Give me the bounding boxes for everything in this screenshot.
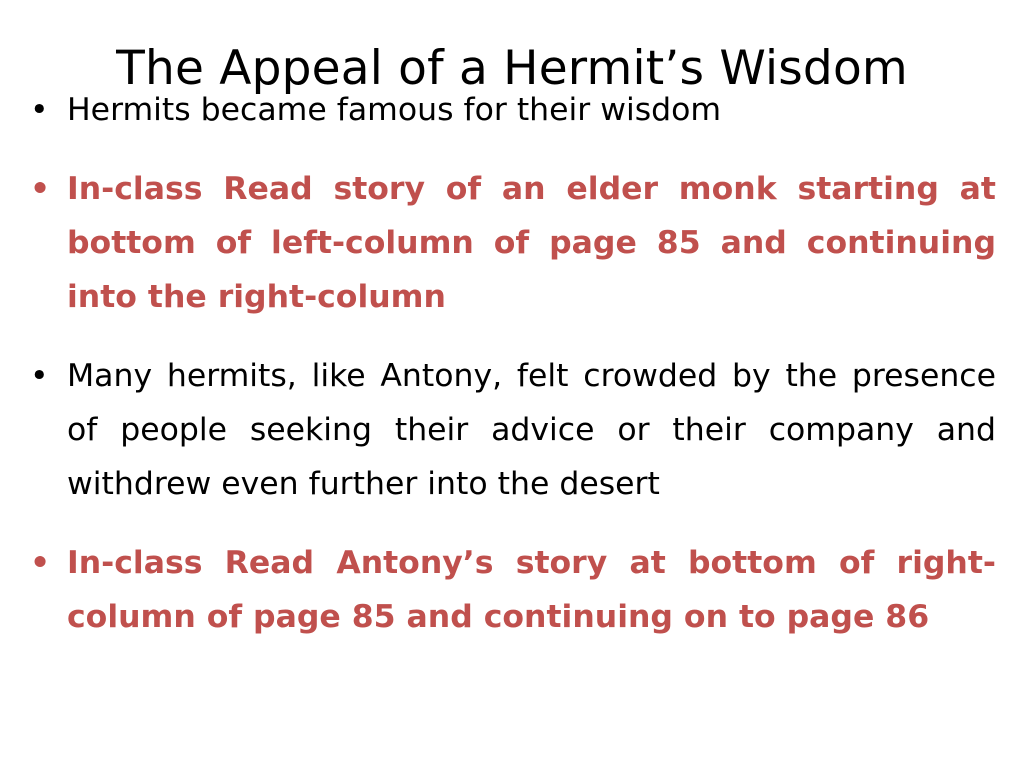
- bullet-list: [30, 83, 996, 669]
- bullet-item-antony-reading: [30, 536, 996, 644]
- bullet-dot-icon: •: [30, 545, 51, 581]
- bullet-dot-icon: •: [30, 358, 49, 394]
- bullet-item-elder-monk-reading: [30, 162, 996, 324]
- bullet-text: Many hermits, like Antony, felt crowded by the presence of people seeking their advice or their company and withdrew even further into the desert: [67, 358, 996, 502]
- bullet-dot-icon: •: [30, 92, 49, 128]
- slide-title: The Appeal of a Hermit’s Wisdom: [116, 41, 908, 97]
- bullet-item-hermits-withdrew: [30, 349, 996, 511]
- bullet-text: Hermits became famous for their wisdom: [67, 92, 722, 128]
- bullet-item-hermits-wisdom: [30, 83, 996, 137]
- bullet-text: In-class Read Antony’s story at bottom of right-column of page 85 and continuing on to page 86: [67, 545, 996, 635]
- bullet-dot-icon: •: [30, 171, 51, 207]
- bullet-text: In-class Read story of an elder monk starting at bottom of left-column of page 85 and continuing into the right-column: [67, 171, 996, 315]
